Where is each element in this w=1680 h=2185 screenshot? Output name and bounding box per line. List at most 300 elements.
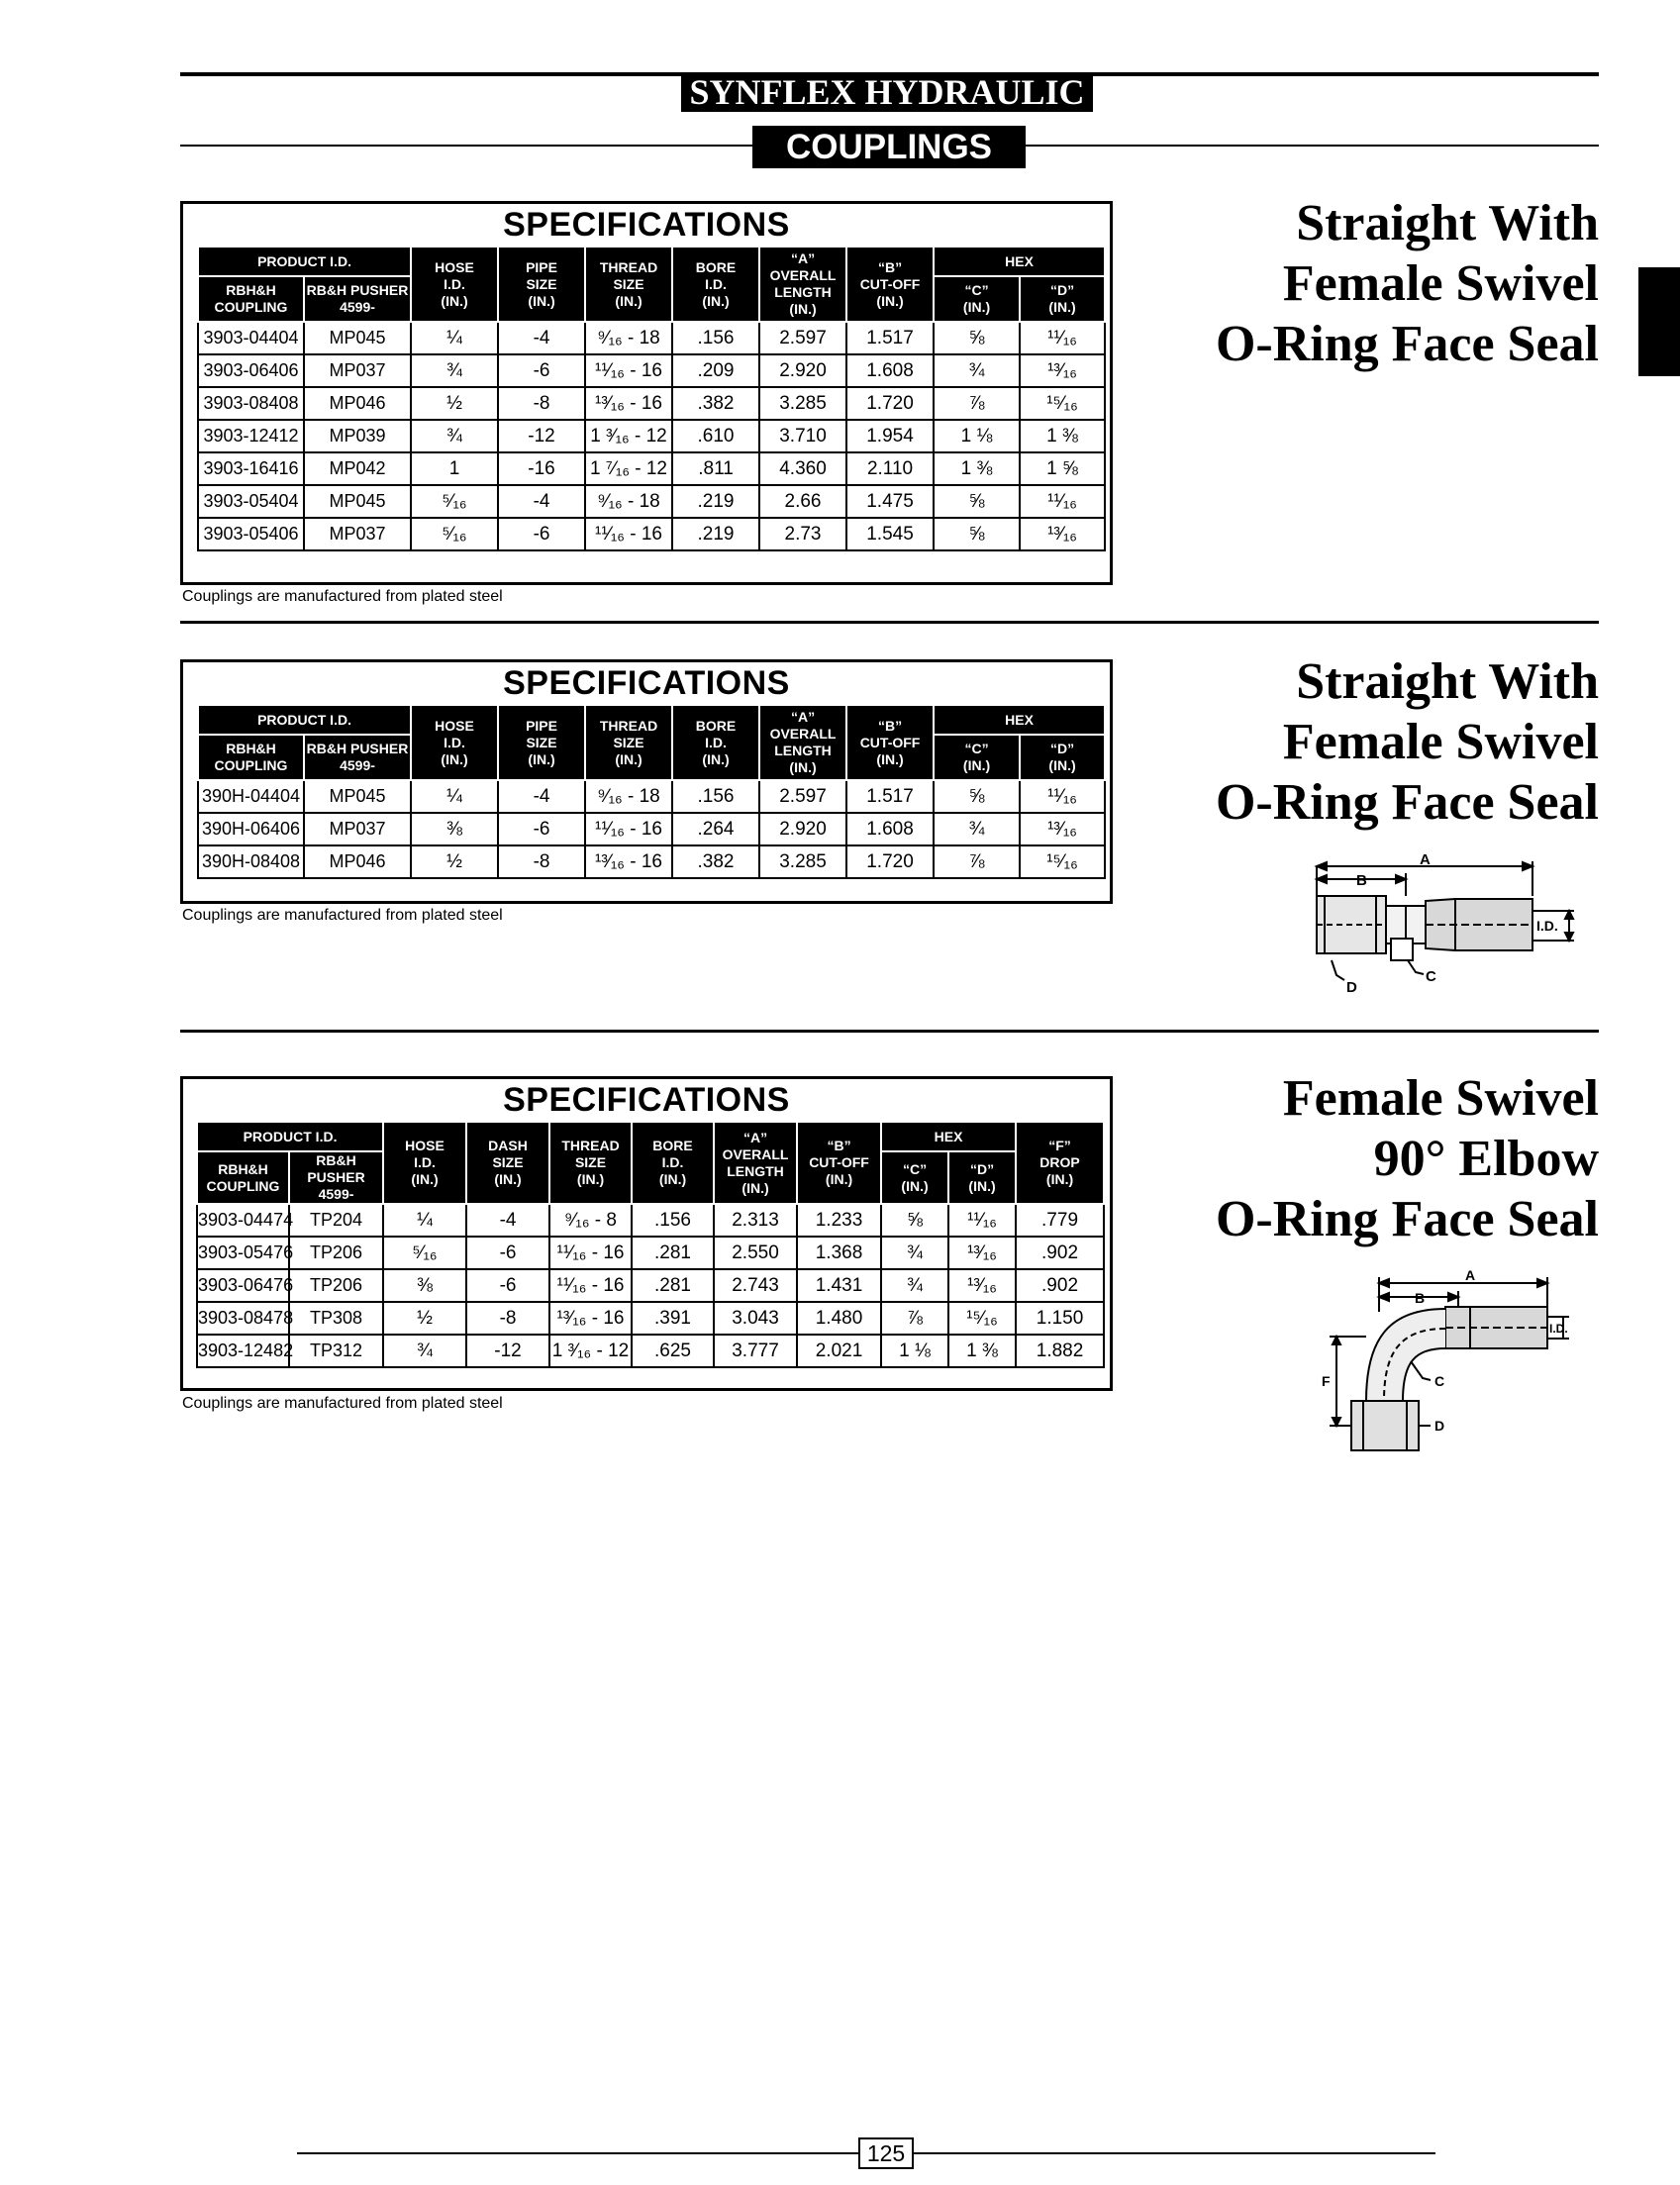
- hdr-line: “F”: [1048, 1138, 1071, 1153]
- hdr-line: I.D.: [444, 734, 465, 750]
- hdr-line: “C”: [902, 1160, 928, 1177]
- table-cell: ¼: [383, 1204, 466, 1237]
- hdr-line: OVERALL: [722, 1145, 789, 1162]
- section-divider: [180, 1030, 1599, 1033]
- table-row: [198, 452, 1105, 485]
- hdr-line: LENGTH (IN.): [774, 284, 832, 317]
- hdr-line: (IN.): [962, 299, 991, 315]
- table-cell: TP206: [289, 1237, 383, 1269]
- table-cell: MP042: [304, 452, 411, 485]
- table-cell: .281: [632, 1269, 714, 1302]
- table-cell: -12: [498, 420, 585, 452]
- hdr-line: PIPE: [526, 717, 557, 734]
- table-row: [198, 322, 1105, 354]
- hdr-line: 4599-: [340, 299, 375, 315]
- hdr-line: (IN.): [528, 750, 555, 767]
- table-cell: ⅝: [881, 1204, 948, 1237]
- table-cell: 2.021: [797, 1335, 881, 1367]
- table-cell: 1 ⅛: [881, 1335, 948, 1367]
- table-cell: MP046: [304, 845, 411, 878]
- table-cell: -6: [498, 813, 585, 845]
- material-note: Couplings are manufactured from plated steel: [182, 1395, 503, 1412]
- col-c: [934, 276, 1020, 322]
- table-cell: ¾: [881, 1269, 948, 1302]
- table-cell: 2.550: [714, 1237, 797, 1269]
- hdr-line: (IN.): [615, 292, 642, 309]
- hdr-line: SIZE: [526, 734, 557, 750]
- col-coupling: [198, 276, 304, 322]
- table-row: [198, 518, 1105, 550]
- dim-label-b: B: [1356, 872, 1367, 889]
- title-line: Straight With: [1296, 195, 1599, 251]
- table-cell: 4.360: [759, 452, 846, 485]
- table-cell: 1.150: [1016, 1302, 1104, 1335]
- hdr-line: “A”: [790, 250, 816, 266]
- hdr-line: LENGTH (IN.): [774, 743, 832, 775]
- spec-grid: [196, 1121, 1105, 1368]
- dim-label-c: C: [1426, 968, 1436, 985]
- table-cell: ¹⁵⁄₁₆: [1020, 845, 1105, 878]
- col-d: [948, 1151, 1016, 1204]
- table-cell: -6: [498, 354, 585, 387]
- straight-fitting-diagram: [1277, 851, 1594, 1000]
- dim-label-d: D: [1434, 1418, 1445, 1434]
- hdr-line: 4599-: [340, 757, 375, 773]
- hdr-line: (IN.): [968, 1177, 996, 1194]
- hdr-line: “D”: [1049, 282, 1075, 298]
- col-size: [498, 247, 585, 322]
- hdr-line: PIPE: [526, 258, 557, 275]
- title-line: Female Swivel: [1282, 255, 1599, 312]
- col-hose: [411, 247, 498, 322]
- col-coupling: [198, 735, 304, 780]
- table-cell: -6: [466, 1269, 549, 1302]
- hdr-line: RBH&H: [218, 1160, 268, 1177]
- table-cell: 1.608: [846, 813, 934, 845]
- col-thread: [549, 1122, 632, 1204]
- table-cell: ½: [383, 1302, 466, 1335]
- table-row: [197, 1302, 1104, 1335]
- dim-label-f: F: [1322, 1373, 1331, 1389]
- hdr-line: I.D.: [705, 275, 727, 292]
- spec-table-1: [180, 201, 1113, 585]
- table-row: [197, 1269, 1104, 1302]
- table-cell: 1.882: [1016, 1335, 1104, 1367]
- table-cell: -6: [498, 518, 585, 550]
- table-cell: 1.720: [846, 845, 934, 878]
- col-hose: [411, 705, 498, 780]
- table-cell: -6: [466, 1237, 549, 1269]
- table-cell: ¹¹⁄₁₆: [1020, 780, 1105, 813]
- table-cell: ¹³⁄₁₆ - 16: [585, 387, 672, 420]
- table-cell: 390H-04404: [198, 780, 304, 813]
- hdr-line: (IN.): [441, 750, 468, 767]
- hdr-line: (IN.): [1048, 757, 1076, 773]
- hdr-line: THREAD: [599, 258, 658, 275]
- table-cell: .281: [632, 1237, 714, 1269]
- table-cell: 3.285: [759, 387, 846, 420]
- hdr-line: “A”: [742, 1129, 768, 1145]
- col-a: [759, 247, 846, 322]
- table-cell: 1.480: [797, 1302, 881, 1335]
- table-cell: 3903-06406: [198, 354, 304, 387]
- hdr-line: CUT-OFF: [809, 1154, 869, 1170]
- table-cell: ¹¹⁄₁₆ - 16: [585, 518, 672, 550]
- hdr-line: (IN.): [441, 292, 468, 309]
- table-cell: ¾: [411, 354, 498, 387]
- hdr-line: (IN.): [1045, 1171, 1074, 1187]
- hdr-line: (IN.): [1048, 299, 1076, 315]
- hdr-line: “C”: [964, 282, 989, 298]
- product-title: [1216, 193, 1599, 374]
- table-cell: -8: [498, 845, 585, 878]
- dim-label-c: C: [1434, 1373, 1445, 1389]
- table-cell: 3903-16416: [198, 452, 304, 485]
- table-cell: 2.66: [759, 485, 846, 518]
- hdr-line: CUT-OFF: [859, 275, 921, 292]
- table-cell: ¹³⁄₁₆: [948, 1237, 1016, 1269]
- col-f: [1016, 1122, 1104, 1204]
- hdr-line: BORE: [652, 1138, 693, 1153]
- table-cell: MP037: [304, 518, 411, 550]
- col-d: [1020, 276, 1105, 322]
- table-cell: 2.313: [714, 1204, 797, 1237]
- table-cell: 3903-05406: [198, 518, 304, 550]
- table-cell: ⁵⁄₁₆: [411, 485, 498, 518]
- hdr-line: SIZE: [492, 1154, 524, 1170]
- table-cell: 1.431: [797, 1269, 881, 1302]
- table-cell: .156: [672, 780, 759, 813]
- col-hex: HEX: [881, 1122, 1016, 1151]
- hdr-line: RBH&H: [226, 282, 276, 298]
- hdr-line: DASH: [488, 1138, 528, 1153]
- table-cell: ¹¹⁄₁₆ - 16: [549, 1237, 632, 1269]
- spec-grid: [197, 246, 1106, 551]
- hdr-line: (IN.): [702, 292, 730, 309]
- brand-header: SYNFLEX HYDRAULIC: [681, 72, 1093, 112]
- table-cell: -8: [466, 1302, 549, 1335]
- table-cell: 1.720: [846, 387, 934, 420]
- table-cell: ¾: [934, 813, 1020, 845]
- dim-label-id: I.D.: [1549, 1322, 1568, 1336]
- table-cell: ½: [411, 387, 498, 420]
- table-cell: -16: [498, 452, 585, 485]
- table-cell: ¼: [411, 780, 498, 813]
- hdr-line: “B”: [827, 1138, 851, 1153]
- hdr-line: (IN.): [615, 750, 642, 767]
- col-thread: [585, 705, 672, 780]
- hdr-line: RBH&H: [226, 741, 276, 756]
- table-cell: 3903-04404: [198, 322, 304, 354]
- table-row: [198, 420, 1105, 452]
- table-cell: ¼: [411, 322, 498, 354]
- hdr-line: (IN.): [876, 292, 904, 309]
- section-divider: [180, 621, 1599, 624]
- col-size: [466, 1122, 549, 1204]
- table-cell: ¹¹⁄₁₆: [1020, 322, 1105, 354]
- table-cell: ¹³⁄₁₆ - 16: [549, 1302, 632, 1335]
- table-cell: .902: [1016, 1237, 1104, 1269]
- table-cell: ⁹⁄₁₆ - 18: [585, 780, 672, 813]
- table-cell: .209: [672, 354, 759, 387]
- table-row: [198, 354, 1105, 387]
- table-cell: ⅝: [934, 322, 1020, 354]
- spec-title: SPECIFICATIONS: [503, 1081, 790, 1119]
- table-cell: 3.710: [759, 420, 846, 452]
- table-cell: 1.517: [846, 780, 934, 813]
- table-cell: 3903-12482: [197, 1335, 289, 1367]
- table-cell: ⁵⁄₁₆: [383, 1237, 466, 1269]
- table-cell: ⁹⁄₁₆ - 18: [585, 322, 672, 354]
- dim-label-a: A: [1465, 1267, 1476, 1283]
- table-cell: ⁹⁄₁₆ - 18: [585, 485, 672, 518]
- elbow-fitting-diagram: [1312, 1267, 1569, 1480]
- table-cell: 390H-08408: [198, 845, 304, 878]
- table-cell: 3.285: [759, 845, 846, 878]
- col-thread: [585, 247, 672, 322]
- table-cell: 2.597: [759, 322, 846, 354]
- table-cell: ¹¹⁄₁₆ - 16: [585, 354, 672, 387]
- table-cell: ⅝: [934, 518, 1020, 550]
- table-cell: ¾: [411, 420, 498, 452]
- table-cell: ⅝: [934, 485, 1020, 518]
- table-cell: .219: [672, 518, 759, 550]
- hdr-line: HOSE: [435, 258, 474, 275]
- table-cell: 390H-06406: [198, 813, 304, 845]
- table-row: [198, 845, 1105, 878]
- table-cell: MP045: [304, 780, 411, 813]
- col-pusher: [289, 1151, 383, 1204]
- hdr-line: (IN.): [962, 757, 991, 773]
- hdr-line: (IN.): [658, 1171, 687, 1187]
- hdr-line: (IN.): [825, 1171, 853, 1187]
- section-tab-marker: [1638, 267, 1680, 376]
- col-d: [1020, 735, 1105, 780]
- hdr-line: COUPLING: [214, 299, 288, 315]
- table-cell: 1 ⅝: [1020, 452, 1105, 485]
- product-title: [1216, 1068, 1599, 1249]
- table-cell: 1.517: [846, 322, 934, 354]
- table-cell: MP045: [304, 322, 411, 354]
- col-product-id: PRODUCT I.D.: [198, 247, 411, 276]
- col-b: [846, 705, 934, 780]
- table-cell: 2.920: [759, 813, 846, 845]
- table-cell: ¾: [383, 1335, 466, 1367]
- hdr-line: RB&H PUSHER: [307, 1152, 365, 1185]
- title-line: O-Ring Face Seal: [1215, 1191, 1599, 1247]
- table-cell: 3903-08478: [197, 1302, 289, 1335]
- hdr-line: SIZE: [613, 275, 644, 292]
- table-cell: 1 ⅛: [934, 420, 1020, 452]
- hdr-line: RB&H PUSHER: [306, 741, 409, 756]
- table-cell: 2.110: [846, 452, 934, 485]
- table-cell: .382: [672, 387, 759, 420]
- table-body: [197, 1204, 1104, 1367]
- col-a: [759, 705, 846, 780]
- hdr-line: BORE: [695, 717, 737, 734]
- hdr-line: (IN.): [576, 1171, 605, 1187]
- table-body: [198, 780, 1105, 878]
- spec-table-3: [180, 1076, 1113, 1391]
- table-body: [198, 322, 1105, 550]
- table-cell: ⅜: [383, 1269, 466, 1302]
- table-cell: 3.043: [714, 1302, 797, 1335]
- table-row: [198, 387, 1105, 420]
- table-cell: ⁹⁄₁₆ - 8: [549, 1204, 632, 1237]
- title-line: 90° Elbow: [1373, 1131, 1599, 1187]
- title-line: Female Swivel: [1282, 714, 1599, 770]
- table-cell: MP046: [304, 387, 411, 420]
- table-cell: .610: [672, 420, 759, 452]
- col-c: [934, 735, 1020, 780]
- hdr-line: “B”: [877, 717, 903, 734]
- table-cell: 1.233: [797, 1204, 881, 1237]
- table-cell: 1 ⅜: [934, 452, 1020, 485]
- col-hex: HEX: [934, 247, 1105, 276]
- hdr-line: OVERALL: [769, 267, 837, 283]
- hdr-line: THREAD: [599, 717, 658, 734]
- hdr-line: (IN.): [901, 1177, 929, 1194]
- table-cell: .156: [672, 322, 759, 354]
- table-cell: ½: [411, 845, 498, 878]
- hdr-line: “D”: [1049, 741, 1075, 756]
- table-row: [197, 1204, 1104, 1237]
- hdr-line: COUPLING: [206, 1177, 280, 1194]
- table-cell: ⅞: [934, 387, 1020, 420]
- hdr-line: RB&H PUSHER: [306, 282, 409, 298]
- col-a: [714, 1122, 797, 1204]
- table-cell: -8: [498, 387, 585, 420]
- table-cell: ⅜: [411, 813, 498, 845]
- table-cell: TP206: [289, 1269, 383, 1302]
- table-cell: -4: [498, 322, 585, 354]
- table-cell: ¹⁵⁄₁₆: [948, 1302, 1016, 1335]
- table-cell: ¹¹⁄₁₆: [948, 1204, 1016, 1237]
- table-cell: 2.73: [759, 518, 846, 550]
- table-cell: .811: [672, 452, 759, 485]
- hdr-line: (IN.): [876, 750, 904, 767]
- col-b: [846, 247, 934, 322]
- hdr-line: “B”: [877, 258, 903, 275]
- table-cell: .219: [672, 485, 759, 518]
- hdr-line: THREAD: [561, 1138, 620, 1153]
- table-cell: ¹⁵⁄₁₆: [1020, 387, 1105, 420]
- table-cell: MP039: [304, 420, 411, 452]
- table-cell: ¹¹⁄₁₆: [1020, 485, 1105, 518]
- table-cell: 3903-12412: [198, 420, 304, 452]
- table-cell: ⅞: [881, 1302, 948, 1335]
- hdr-line: I.D.: [661, 1154, 684, 1170]
- table-row: [198, 485, 1105, 518]
- table-cell: 3903-06476: [197, 1269, 289, 1302]
- dim-label-id: I.D.: [1536, 918, 1558, 934]
- table-cell: ¹¹⁄₁₆ - 16: [585, 813, 672, 845]
- table-cell: 1 ³⁄₁₆ - 12: [585, 420, 672, 452]
- hdr-line: (IN.): [494, 1171, 522, 1187]
- table-cell: ¹³⁄₁₆: [1020, 354, 1105, 387]
- table-cell: -12: [466, 1335, 549, 1367]
- hdr-line: (IN.): [528, 292, 555, 309]
- hdr-line: HOSE: [405, 1138, 445, 1153]
- spec-grid: [197, 704, 1106, 879]
- hdr-line: “D”: [969, 1160, 995, 1177]
- table-cell: 2.743: [714, 1269, 797, 1302]
- table-cell: .156: [632, 1204, 714, 1237]
- table-cell: .779: [1016, 1204, 1104, 1237]
- table-cell: TP312: [289, 1335, 383, 1367]
- col-bore: [672, 705, 759, 780]
- product-title: [1216, 651, 1599, 833]
- dim-label-d: D: [1346, 979, 1357, 996]
- table-cell: 3.777: [714, 1335, 797, 1367]
- col-pusher: [304, 276, 411, 322]
- table-cell: .391: [632, 1302, 714, 1335]
- hdr-line: LENGTH (IN.): [727, 1162, 784, 1196]
- hdr-line: CUT-OFF: [859, 734, 921, 750]
- hdr-line: HOSE: [435, 717, 474, 734]
- col-b: [797, 1122, 881, 1204]
- table-cell: .382: [672, 845, 759, 878]
- spec-table-2: [180, 659, 1113, 904]
- table-cell: 1 ³⁄₁₆ - 12: [549, 1335, 632, 1367]
- table-cell: .264: [672, 813, 759, 845]
- hdr-line: BORE: [695, 258, 737, 275]
- table-cell: ¹³⁄₁₆: [1020, 813, 1105, 845]
- hdr-line: 4599-: [318, 1186, 354, 1202]
- table-cell: 2.920: [759, 354, 846, 387]
- table-cell: .902: [1016, 1269, 1104, 1302]
- spec-title: SPECIFICATIONS: [503, 664, 790, 702]
- table-cell: 1 ⅜: [948, 1335, 1016, 1367]
- table-cell: 1.608: [846, 354, 934, 387]
- table-cell: ¾: [934, 354, 1020, 387]
- hdr-line: “C”: [964, 741, 989, 756]
- table-cell: ¹³⁄₁₆ - 16: [585, 845, 672, 878]
- table-row: [197, 1335, 1104, 1367]
- col-product-id: PRODUCT I.D.: [198, 705, 411, 735]
- table-cell: .625: [632, 1335, 714, 1367]
- col-bore: [632, 1122, 714, 1204]
- table-cell: -4: [498, 780, 585, 813]
- table-cell: 1.545: [846, 518, 934, 550]
- table-cell: 1 ⁷⁄₁₆ - 12: [585, 452, 672, 485]
- col-hex: HEX: [934, 705, 1105, 735]
- col-c: [881, 1151, 948, 1204]
- col-pusher: [304, 735, 411, 780]
- table-cell: MP037: [304, 354, 411, 387]
- table-cell: 1 ⅜: [1020, 420, 1105, 452]
- table-cell: TP204: [289, 1204, 383, 1237]
- hdr-line: OVERALL: [769, 726, 837, 742]
- dim-label-a: A: [1420, 851, 1431, 868]
- hdr-line: (IN.): [411, 1171, 439, 1187]
- category-header: COUPLINGS: [752, 126, 1026, 168]
- table-row: [198, 780, 1105, 813]
- col-bore: [672, 247, 759, 322]
- table-cell: MP037: [304, 813, 411, 845]
- dim-label-b: B: [1415, 1290, 1426, 1306]
- hdr-line: SIZE: [613, 734, 644, 750]
- material-note: Couplings are manufactured from plated steel: [182, 907, 503, 924]
- col-coupling: [197, 1151, 289, 1204]
- material-note: Couplings are manufactured from plated steel: [182, 588, 503, 605]
- table-cell: 3903-08408: [198, 387, 304, 420]
- title-line: Female Swivel: [1282, 1070, 1599, 1127]
- hdr-line: SIZE: [574, 1154, 607, 1170]
- table-cell: ⁵⁄₁₆: [411, 518, 498, 550]
- table-cell: 2.597: [759, 780, 846, 813]
- table-cell: -4: [498, 485, 585, 518]
